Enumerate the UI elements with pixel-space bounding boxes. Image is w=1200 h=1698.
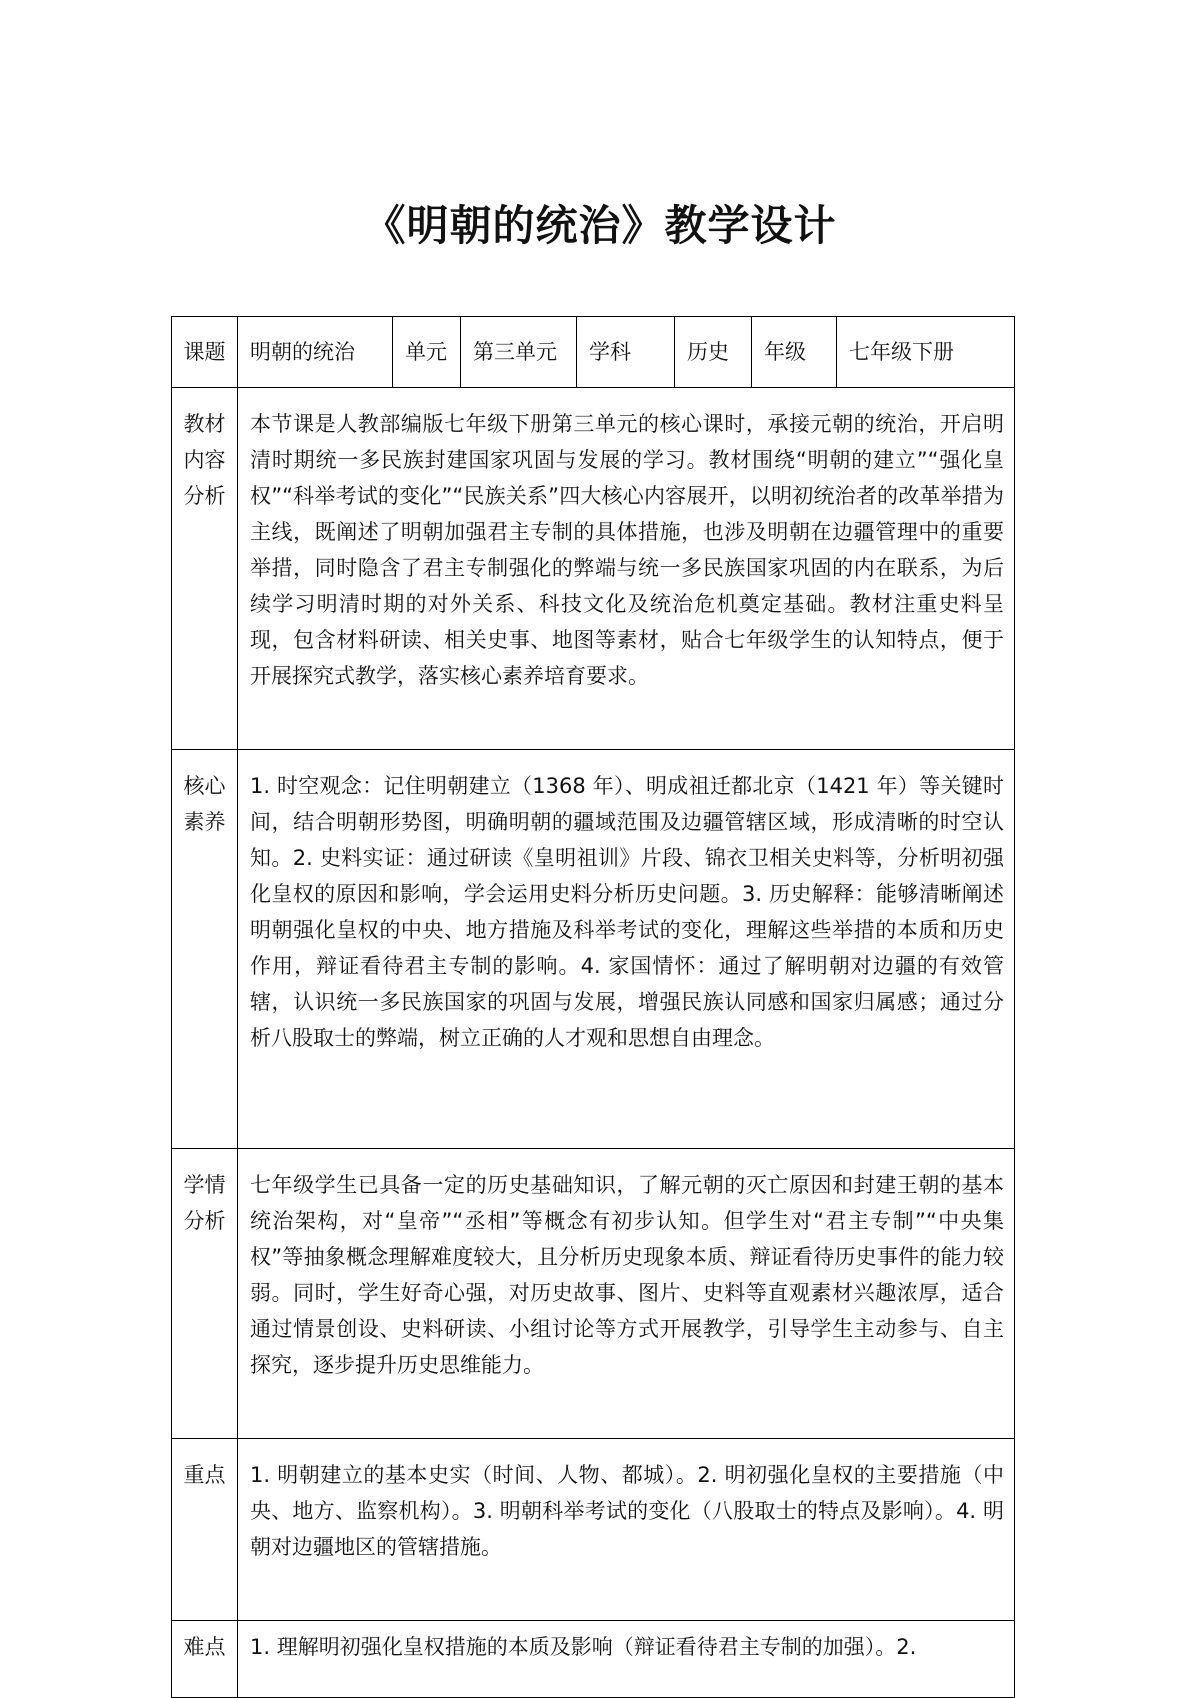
student-analysis-row [172, 1149, 1015, 1439]
difficult-points-content: 1. 理解明初强化皇权措施的本质及影响（辩证看待君主专制的加强）。2. [250, 1635, 917, 1659]
core-literacy-row [172, 750, 1015, 1149]
subject-value: 历史 [675, 317, 752, 388]
difficult-points-label-cell [172, 1621, 238, 1698]
key-points-row [172, 1439, 1015, 1621]
textbook-analysis-label: 教材内容分析 [183, 412, 226, 508]
textbook-analysis-content: 本节课是人教部编版七年级下册第三单元的核心课时，承接元朝的统治，开启明清时期统一多民族封建国家巩固与发展的学习。教材围绕“明朝的建立”“强化皇权”“科举考试的变化”“民族关系”四大核心内容展开，以明初统治者的改革举措为主线，既阐述了明朝加强君主专制的具体措施，也涉及明朝在边疆管理中的重要举措，同时隐含了君主专制强化的弊端与统一多民族国家巩固的内在联系，为后续学习明清时期的对外关系、科技文化及统治危机奠定基础。教材注重史料呈现，包含材料研读、相关史事、地图等素材，贴合七年级学生的认知特点，便于开展探究式教学，落实核心素养培育要求。 [250, 412, 1004, 688]
student-analysis-label: 学情分析 [183, 1173, 226, 1233]
difficult-points-content-cell [238, 1621, 1015, 1698]
key-points-label-cell [172, 1439, 238, 1621]
lesson-plan-table [171, 316, 1015, 1698]
core-literacy-label-cell [172, 750, 238, 1149]
topic-value: 明朝的统治 [238, 317, 393, 388]
textbook-analysis-content-cell [238, 388, 1015, 750]
core-literacy-label: 核心素养 [183, 774, 226, 834]
student-analysis-content-cell [238, 1149, 1015, 1439]
textbook-analysis-label-cell [172, 388, 238, 750]
key-points-content: 1. 明朝建立的基本史实（时间、人物、都城）。2. 明初强化皇权的主要措施（中央、地方、监察机构）。3. 明朝科举考试的变化（八股取士的特点及影响）。4. 明朝对边疆地区的管辖措施。 [250, 1463, 1004, 1559]
unit-value: 第三单元 [461, 317, 577, 388]
topic-label: 课题 [172, 317, 238, 388]
grade-label: 年级 [752, 317, 837, 388]
difficult-points-label: 难点 [183, 1635, 226, 1659]
textbook-analysis-row [172, 388, 1015, 750]
key-points-content-cell [238, 1439, 1015, 1621]
core-literacy-content: 1. 时空观念：记住明朝建立（1368 年）、明成祖迁都北京（1421 年）等关键时间，结合明朝形势图，明确明朝的疆域范围及边疆管辖区域，形成清晰的时空认知。2. 史料实证：通过研读《皇明祖训》片段、锦衣卫相关史料等，分析明初强化皇权的原因和影响，学会运用史料分析历史问题。3. 历史解释：能够清晰阐述明朝强化皇权的中央、地方措施及科举考试的变化，理解这些举措的本质和历史作用，辩证看待君主专制的影响。4. 家国情怀：通过了解明朝对边疆的有效管辖，认识统一多民族国家的巩固与发展，增强民族认同感和国家归属感；通过分析八股取士的弊端，树立正确的人才观和思想自由理念。 [250, 774, 1004, 1050]
document-title: 《明朝的统治》教学设计 [363, 201, 837, 250]
student-analysis-content: 七年级学生已具备一定的历史基础知识，了解元朝的灭亡原因和封建王朝的基本统治架构，对“皇帝”“丞相”等概念有初步认知。但学生对“君主专制”“中央集权”等抽象概念理解难度较大，且分析历史现象本质、辩证看待历史事件的能力较弱。同时，学生好奇心强，对历史故事、图片、史料等直观素材兴趣浓厚，适合通过情景创设、史料研读、小组讨论等方式开展教学，引导学生主动参与、自主探究，逐步提升历史思维能力。 [250, 1173, 1004, 1377]
key-points-label: 重点 [183, 1463, 226, 1487]
subject-label: 学科 [577, 317, 675, 388]
unit-label: 单元 [393, 317, 461, 388]
difficult-points-row [172, 1621, 1015, 1698]
student-analysis-label-cell [172, 1149, 238, 1439]
grade-value: 七年级下册 [837, 317, 1015, 388]
core-literacy-content-cell [238, 750, 1015, 1149]
header-row [172, 317, 1015, 388]
